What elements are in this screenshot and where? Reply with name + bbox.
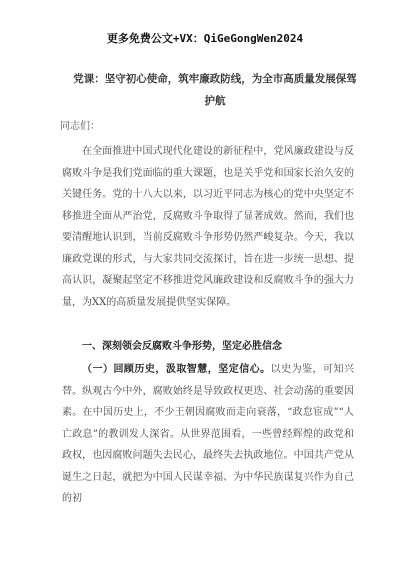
document-title: 党课：坚守初心使命，筑牢廉政防线，为全市高质量发展保驾护航 — [73, 73, 357, 107]
greeting: 同志们： — [60, 121, 100, 132]
paragraph-intro: 在全面推进中国式现代化建设的新征程中，党风廉政建设与反腐败斗争是我们党面临的重大课题，也是关乎党和国家长治久安的关键任务。党的十八大以来，以习近平同志为核心的党中央坚定不移推进全面从严治党，反腐败斗争取得了显著成效。然而，我们也要清醒地认识到，当前反腐败斗争形势仍然严峻复杂。今天，我以廉政党课的形式，与大家共同交流探讨，旨在进一步统一思想、提高认识，凝聚起坚定不移推进党风廉政建设和反腐败斗争的强大力量，为XX的高质量发展提供坚实保障。 — [62, 146, 354, 308]
header-banner: 更多免费公文+VX：QiGeGongWen2024 — [106, 32, 304, 45]
subsection-text: 以史为鉴，可知兴替。纵观古今中外，腐败始终是导致政权更迭、社会动荡的重要因素。在中国历史上，不少王朝因腐败而走向衰落，“政怠宦成”“人亡政息”的教训发人深省。从世界范围看，一些曾经辉煌的政党和政权，也因腐败问题失去民心，最终失去执政地位。中国共产党从诞生之日起，就把为中国人民谋幸福、为中华民族谋复兴作为自己的初 — [62, 364, 355, 504]
paragraph-subsection — [62, 359, 354, 510]
section-heading: 一、深刻领会反腐败斗争形势，坚定必胜信念 — [82, 341, 282, 352]
subsection-lead: （一）回顾历史，汲取智慧，坚定信心。 — [82, 364, 271, 375]
